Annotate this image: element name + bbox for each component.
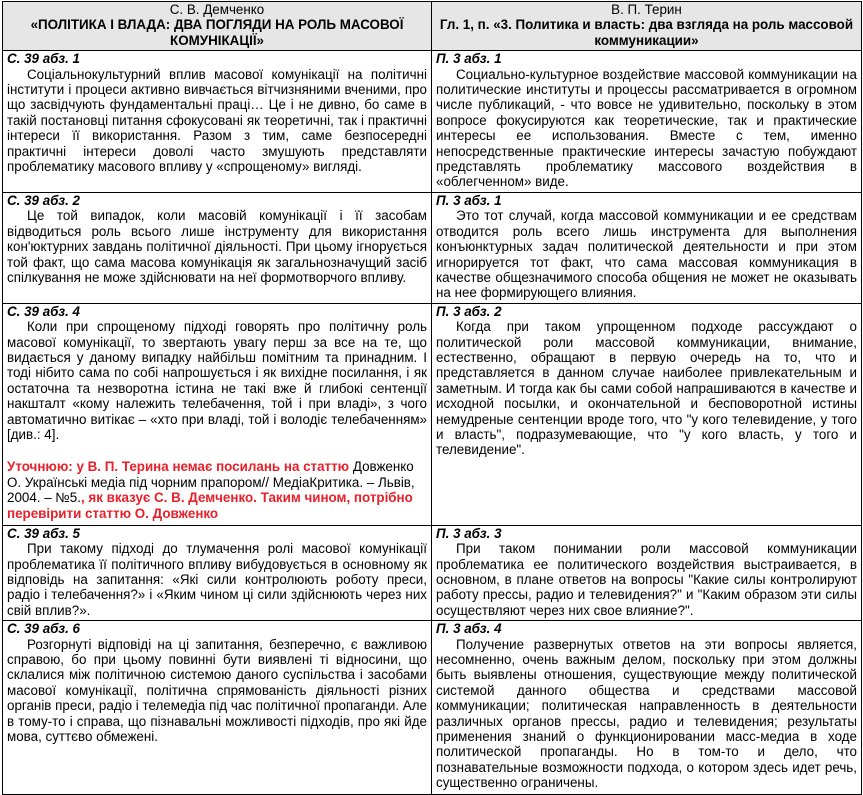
left-reference: С. 39 абз. 2 bbox=[7, 192, 81, 208]
header-row bbox=[3, 2, 862, 51]
left-cell bbox=[3, 192, 432, 303]
right-title: Гл. 1, п. «3. Политика и власть: два взгляда на роль массовой коммуникации» bbox=[439, 17, 854, 48]
right-paragraph: Социально-культурное воздействие массовой коммуникации на политические институты и процессы рассматривается в огромном числе публикаций, - что вовсе не удивительно, поскольку в этом вопросе фокусируются как теоретические, так и практические интересы ее использования. Вместе с тем, именно непосредственные практические интересы зачастую побуждают представлять проблематику массового воздействия в «облегченном» виде. bbox=[436, 66, 857, 190]
right-paragraph: Когда при таком упрощенном подходе рассуждают о политической роли массовой коммуникации, внимание, естественно, обращают в первую очередь на то, что и представляется в данном случае наиболее привлекательным и заметным. И тогда как бы сами собой напрашиваются в качестве и исходной посылки, и окончательной и бесповоротной истины немудреные сентенции вроде того, что "у кого телевидение, у того и власть", подразумевающие, что "у кого власть, у того и телевидение". bbox=[436, 319, 857, 458]
right-author: В. П. Терин bbox=[611, 2, 682, 17]
right-paragraph: Получение развернутых ответов на эти вопросы является, несомненно, очень важным делом, поскольку при этом должны быть выявлены отношения, существующие между политической системой данного общества и средствами массовой коммуникации; политическая направленность в деятельности различных органов прессы, радио и телевидения; результаты применения знаний о функционировании масс-медиа в ходе политической пропаганды. Но в том-то и дело, что познавательные возможности подхода, о котором здесь идет речь, существенно ограничены. bbox=[436, 636, 857, 791]
comparison-table bbox=[2, 1, 862, 795]
table-row bbox=[3, 192, 862, 303]
note-highlight: Уточнюю: у В. П. Терина немає посилань на статтю bbox=[7, 459, 350, 475]
left-title: «ПОЛІТИКА І ВЛАДА: ДВА ПОГЛЯДИ НА РОЛЬ МАСОВОЇ КОМУНІКАЦІЇ» bbox=[30, 17, 404, 48]
left-paragraph: Коли при спрощеному підході говорять про політичну роль масової комунікації, то звертають увагу перш за все на те, що видається у даному випадку найбільш помітним та принадним. І тоді нібито сама по собі напрошується і як вихідне посилання, і як остаточна та незворотна істина не такі вже й глибокі сентенції накшталт «кому належить телебачення, той і при владі», з чого автоматично витікає – «хто при владі, той і володіє телебаченням» [див.: 4]. bbox=[7, 319, 427, 442]
verification-note bbox=[7, 459, 427, 521]
right-reference: П. 3 абз. 1 bbox=[436, 192, 502, 208]
right-column-header bbox=[432, 2, 862, 51]
right-reference: П. 3 абз. 4 bbox=[436, 621, 502, 637]
right-paragraph: При таком понимании роли массовой коммуникации проблематика ее политического воздействия выстраивается, в основном, в плане ответов на вопросы "Какие силы контролируют работу прессы, радио и телевидения?" и "Каким образом эти силы осуществляют через них свое влияние?". bbox=[436, 541, 857, 618]
right-paragraph: Это тот случай, когда массовой коммуникации и ее средствам отводится роль всего лишь инструмента для выполнения конъюнктурных задач политической деятельности и при этом игнорируется тот факт, что сама массовая коммуникация в качестве общезначимого способа общения не может не оказывать на нее формирующего влияния. bbox=[436, 208, 857, 301]
left-reference: С. 39 абз. 5 bbox=[7, 525, 81, 541]
table-row bbox=[3, 303, 862, 525]
left-author: С. В. Демченко bbox=[169, 2, 265, 17]
table-row bbox=[3, 621, 862, 795]
right-cell bbox=[432, 525, 862, 620]
left-paragraph: При такому підході до тлумачення ролі масової комунікації проблематика її політичного впливу вибудовується в основному як відповідь на запитання: «Які сили контролюють роботу преси, радіо і телебачення?» і «Яким чином ці сили здійснюють через них свій вплив?». bbox=[7, 541, 427, 618]
left-cell bbox=[3, 621, 432, 795]
table-row bbox=[3, 51, 862, 193]
note-highlight: , як вказує С. В. Демченко. Таким чином, потрібно перевірити статтю О. Довженко bbox=[7, 490, 413, 521]
table-row bbox=[3, 525, 862, 620]
right-reference: П. 3 абз. 2 bbox=[436, 303, 502, 319]
left-paragraph: Соціальнокультурний вплив масової комунікації на політичні інститути і процеси активно вивчається вітчизняними вченими, про що засвідчують фундаментальні праці… Це і не дивно, бо саме в такій постановці питання сфокусовані як теоретичні, так і практичні інтереси її використання. Разом з тим, саме безпосередні практичні інтереси доволі часто змушують представляти проблематику масового впливу у «спрощеному» вигляді. bbox=[7, 66, 427, 175]
right-cell bbox=[432, 621, 862, 795]
left-paragraph: Розгорнуті відповіді на ці запитання, безперечно, є важливою справою, бо при цьому повинні бути виявлені ті відносини, що склалися між політичною системою даного суспільства і засобами масової комунікації, політична спрямованість діяльності різних органів преси, радіо і телемедіа під час політичної пропаганди. Але в тому-то і справа, що пізнавальні можливості підходів, про які йде мова, суттєво обмежені. bbox=[7, 636, 427, 744]
left-cell bbox=[3, 303, 432, 525]
left-column-header bbox=[3, 2, 432, 51]
right-reference: П. 3 абз. 3 bbox=[436, 525, 502, 541]
left-cell bbox=[3, 525, 432, 620]
left-cell bbox=[3, 51, 432, 193]
left-reference: С. 39 абз. 6 bbox=[7, 621, 81, 637]
right-reference: П. 3 абз. 1 bbox=[436, 51, 502, 67]
right-cell bbox=[432, 192, 862, 303]
left-paragraph: Це той випадок, коли масовій комунікації і її засобам відводиться роль всього лише інструменту для використання кон'юктурних завдань політичної діяльності. При цьому ігнорується той факт, що сама масова комунікація як загальнозначущий засіб спілкування не може здійснювати на неї формотворчого впливу. bbox=[7, 208, 427, 285]
left-reference: С. 39 абз. 1 bbox=[7, 51, 81, 67]
right-cell bbox=[432, 303, 862, 525]
right-cell bbox=[432, 51, 862, 193]
note-citation: Довженко О. Українські медіа під чорним прапором// МедіаКритика. – Львів, 2004. – №5. bbox=[7, 459, 415, 506]
left-reference: С. 39 абз. 4 bbox=[7, 303, 81, 319]
